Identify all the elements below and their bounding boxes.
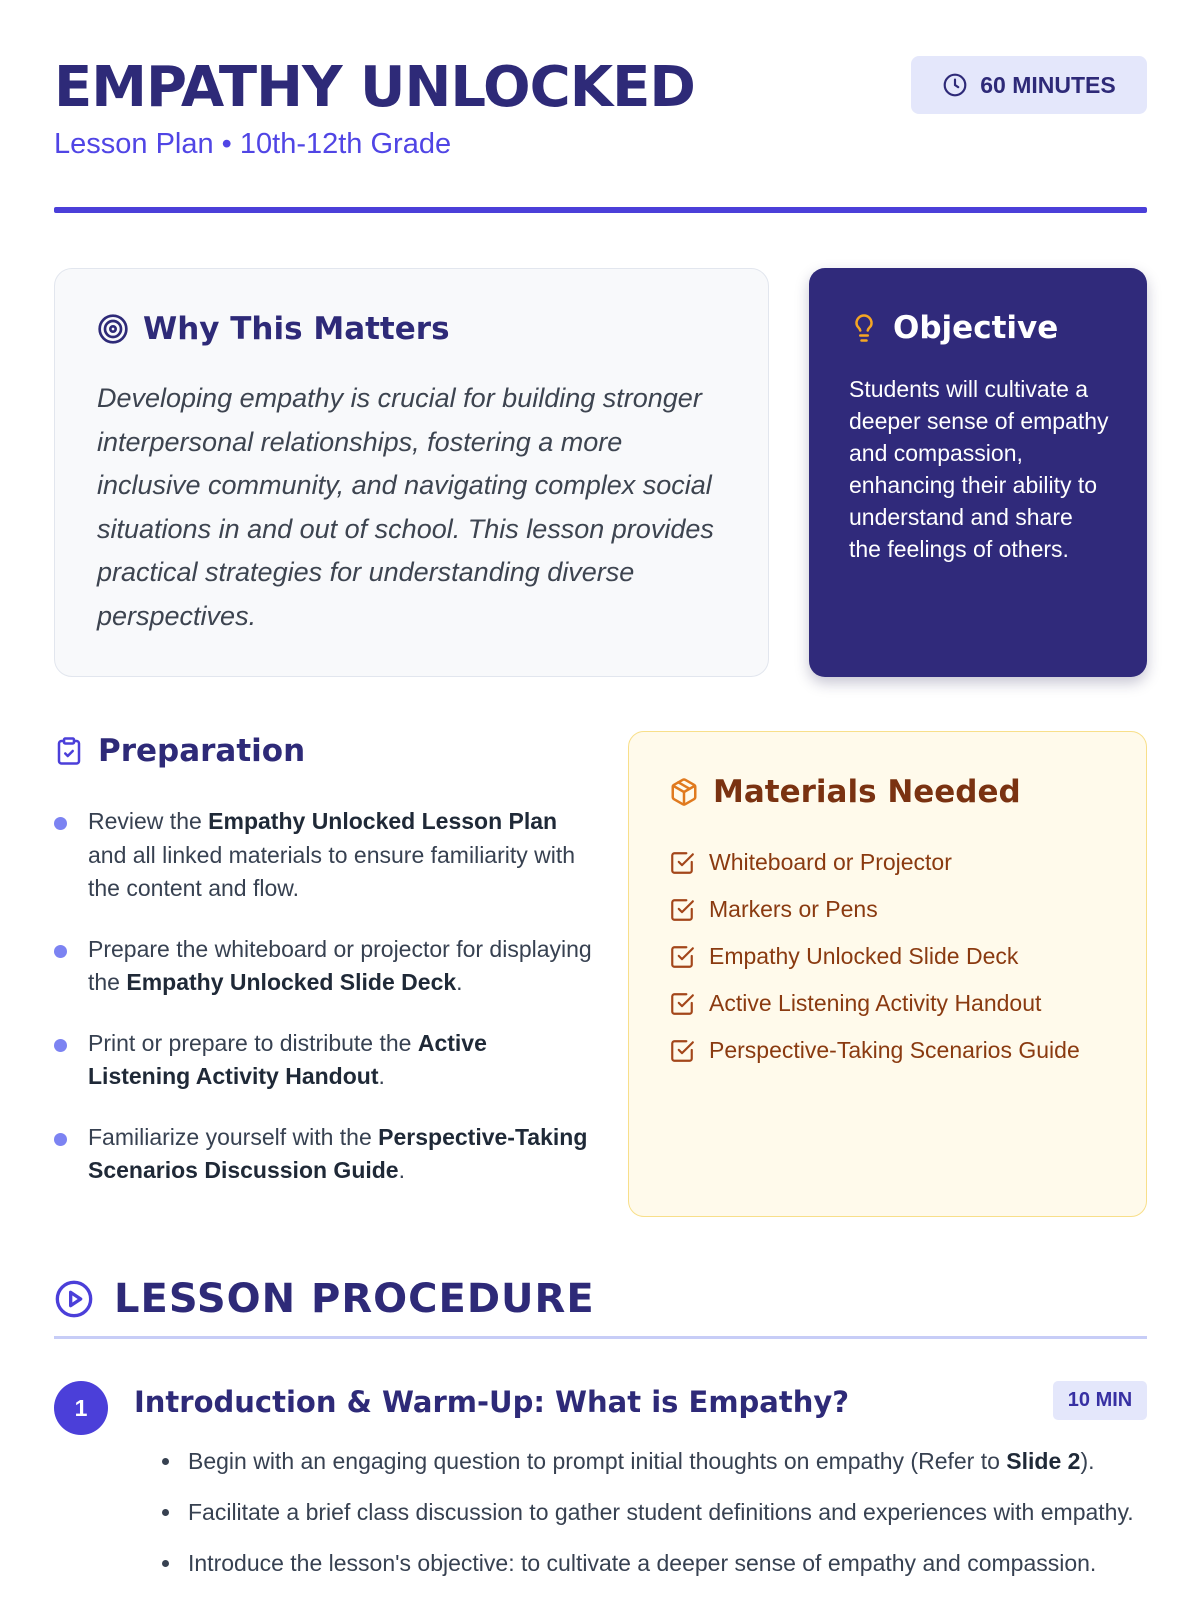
objective-heading (849, 310, 1058, 346)
procedure-heading-text: LESSON PROCEDURE (114, 1276, 595, 1322)
objective-heading-text: Objective (893, 310, 1059, 346)
preparation-section (54, 733, 594, 1223)
page-subtitle: Lesson Plan • 10th-12th Grade (54, 128, 452, 160)
step-bullet-list (162, 1442, 1147, 1595)
material-label: Whiteboard or Projector (709, 849, 952, 875)
checkbox-checked-icon (669, 897, 695, 923)
package-icon (669, 776, 699, 808)
step-title: Introduction & Warm-Up: What is Empathy? (134, 1385, 850, 1419)
checkbox-checked-icon (669, 944, 695, 970)
play-circle-icon (54, 1279, 94, 1319)
clock-icon (942, 72, 968, 98)
bullet-dot (54, 817, 67, 830)
why-this-matters-card (54, 268, 769, 677)
step-number: 1 (54, 1381, 108, 1435)
preparation-list (54, 805, 594, 1215)
clipboard-check-icon (54, 735, 84, 767)
step-bullet: Introduce the lesson's objective: to cultivate a deeper sense of empathy and compassion. (162, 1544, 1147, 1583)
header-divider (54, 207, 1147, 213)
material-label: Empathy Unlocked Slide Deck (709, 943, 1019, 969)
materials-heading (669, 774, 1021, 810)
bullet-dot (162, 1560, 169, 1567)
header (54, 56, 1147, 176)
checkbox-checked-icon (669, 1038, 695, 1064)
preparation-heading (54, 733, 305, 769)
procedure-divider (54, 1336, 1147, 1339)
preparation-item: Print or prepare to distribute the Active Listening Activity Handout. (54, 1027, 594, 1094)
material-item (669, 987, 1109, 1020)
step-bullet: Facilitate a brief class discussion to gather student definitions and experiences with empathy. (162, 1493, 1147, 1532)
objective-card (809, 268, 1147, 677)
materials-list (669, 846, 1109, 1081)
step-duration-badge: 10 MIN (1053, 1381, 1147, 1420)
duration-label: 60 MINUTES (980, 71, 1116, 98)
preparation-item: Review the Empathy Unlocked Lesson Plan and all linked materials to ensure familiarity with the content and flow. (54, 805, 594, 906)
material-label: Markers or Pens (709, 896, 878, 922)
bullet-dot (162, 1458, 169, 1465)
material-item (669, 893, 1109, 926)
lesson-plan-page (54, 0, 1147, 1600)
why-heading-text: Why This Matters (143, 311, 450, 347)
bullet-dot (54, 1133, 67, 1146)
checkbox-checked-icon (669, 850, 695, 876)
material-item (669, 846, 1109, 879)
why-heading (97, 311, 450, 347)
material-item (669, 1034, 1109, 1067)
material-item (669, 940, 1109, 973)
page-title: EMPATHY UNLOCKED (54, 55, 695, 120)
bullet-dot (54, 1039, 67, 1052)
bullet-dot (162, 1509, 169, 1516)
procedure-heading (54, 1276, 595, 1322)
lightbulb-icon (849, 312, 879, 344)
material-label: Active Listening Activity Handout (709, 990, 1042, 1016)
preparation-item: Familiarize yourself with the Perspective-Taking Scenarios Discussion Guide. (54, 1121, 594, 1188)
bullet-dot (54, 945, 67, 958)
target-icon (97, 313, 129, 345)
preparation-heading-text: Preparation (98, 733, 306, 769)
checkbox-checked-icon (669, 991, 695, 1017)
objective-body-text: Students will cultivate a deeper sense of empathy and compassion, enhancing their ability to understand and share the feelings of others. (849, 376, 1109, 562)
step-bullet: Begin with an engaging question to prompt initial thoughts on empathy (Refer to Slide 2). (162, 1442, 1147, 1481)
materials-heading-text: Materials Needed (713, 774, 1021, 810)
why-body-text: Developing empathy is crucial for building stronger interpersonal relationships, fostering a more inclusive community, and navigating complex social situations in and out of school. This lesson provides practical strategies for understanding diverse perspectives. (97, 383, 714, 631)
preparation-item: Prepare the whiteboard or projector for displaying the Empathy Unlocked Slide Deck. (54, 933, 594, 1000)
duration-badge (911, 56, 1147, 114)
materials-needed-card (628, 731, 1147, 1217)
material-label: Perspective-Taking Scenarios Guide (709, 1037, 1080, 1063)
